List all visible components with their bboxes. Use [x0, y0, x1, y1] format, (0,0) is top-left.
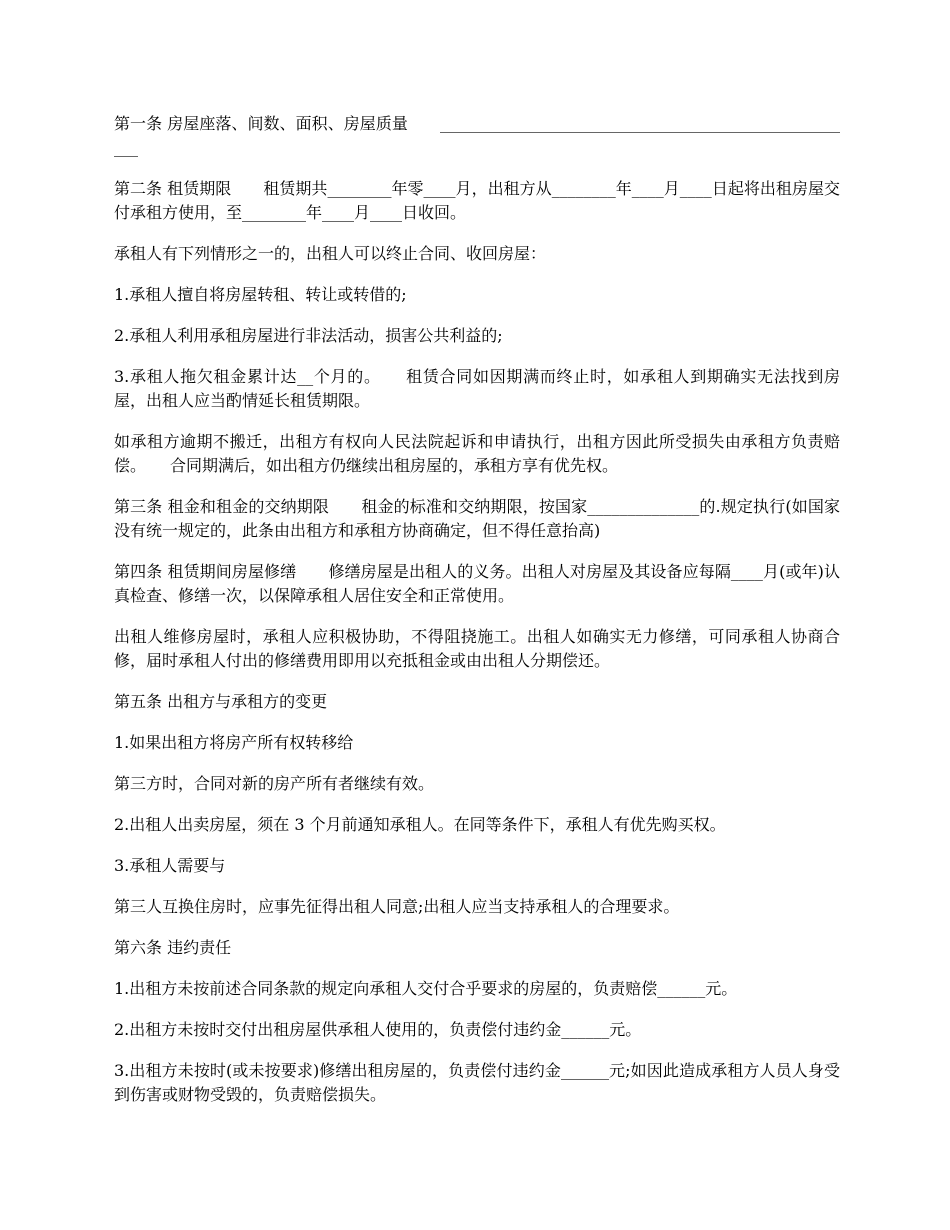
repairs-cooperation-paragraph: 出租人维修房屋时，承租人应积极协助，不得阻挠施工。出租人如确实无力修缮，可同承租人协商合修，届时承租人付出的修缮费用即用以充抵租金或由出租人分期偿还。 — [114, 627, 840, 670]
termination-item-3: 3.承租人拖欠租金累计达__个月的。 租赁合同如因期满而终止时，如承租人到期确实无法找到房屋，出租人应当酌情延长租赁期限。 — [114, 367, 840, 410]
clause-4-repairs: 第四条 租赁期间房屋修缮 修缮房屋是出租人的义务。出租人对房屋及其设备应每隔____月(或年)认真检查、修缮一次，以保障承租人居住安全和正常使用。 — [114, 562, 840, 605]
overdue-relocation-paragraph: 如承租方逾期不搬迁，出租方有权向人民法院起诉和申请执行，出租方因此所受损失由承租方负责赔偿。 合同期满后，如出租方仍继续出租房屋的，承租方享有优先权。 — [114, 432, 840, 475]
termination-item-2: 2.承租人利用承租房屋进行非法活动，损害公共利益的; — [114, 326, 503, 345]
change-item-2: 2.出租人出卖房屋，须在 3 个月前通知承租人。在同等条件下，承租人有优先购买权。 — [114, 815, 726, 834]
change-item-3-continued: 第三人互换住房时，应事先征得出租人同意;出租人应当支持承租人的合理要求。 — [114, 897, 680, 916]
liability-item-1: 1.出租方未按前述合同条款的规定向承租人交付合乎要求的房屋的，负责赔偿______元。 — [114, 979, 738, 998]
liability-item-2: 2.出租方未按时交付出租房屋供承租人使用的，负责偿付违约金______元。 — [114, 1020, 642, 1039]
liability-item-3: 3.出租方未按时(或未按要求)修缮出租房屋的，负责偿付违约金______元;如因此造成承租方人员人身受到伤害或财物受毁的，负责赔偿损失。 — [114, 1061, 840, 1104]
termination-item-1: 1.承租人擅自将房屋转租、转让或转借的; — [114, 285, 407, 304]
document-body — [114, 112, 840, 1124]
clause-5-heading: 第五条 出租方与承租方的变更 — [114, 692, 328, 711]
clause-1-premises: 第一条 房屋座落、间数、面积、房屋质量 _____________________________________________________ — [114, 114, 840, 157]
change-item-1-continued: 第三方时，合同对新的房产所有者继续有效。 — [114, 774, 435, 793]
change-item-3: 3.承租人需要与 — [114, 856, 226, 875]
termination-conditions-intro: 承租人有下列情形之一的，出租人可以终止合同、收回房屋： — [114, 244, 547, 263]
clause-2-lease-term: 第二条 租赁期限 租赁期共________年零____月，出租方从________年____月____日起将出租房屋交付承租方使用，至________年____月____日收回。 — [114, 179, 840, 222]
clause-6-heading: 第六条 违约责任 — [114, 938, 232, 957]
change-item-1: 1.如果出租方将房产所有权转移给 — [114, 733, 354, 752]
clause-3-rent: 第三条 租金和租金的交纳期限 租金的标准和交纳期限，按国家______________的.规定执行(如国家没有统一规定的，此条由出租方和承租方协商确定，但不得任意抬高) — [114, 497, 840, 540]
